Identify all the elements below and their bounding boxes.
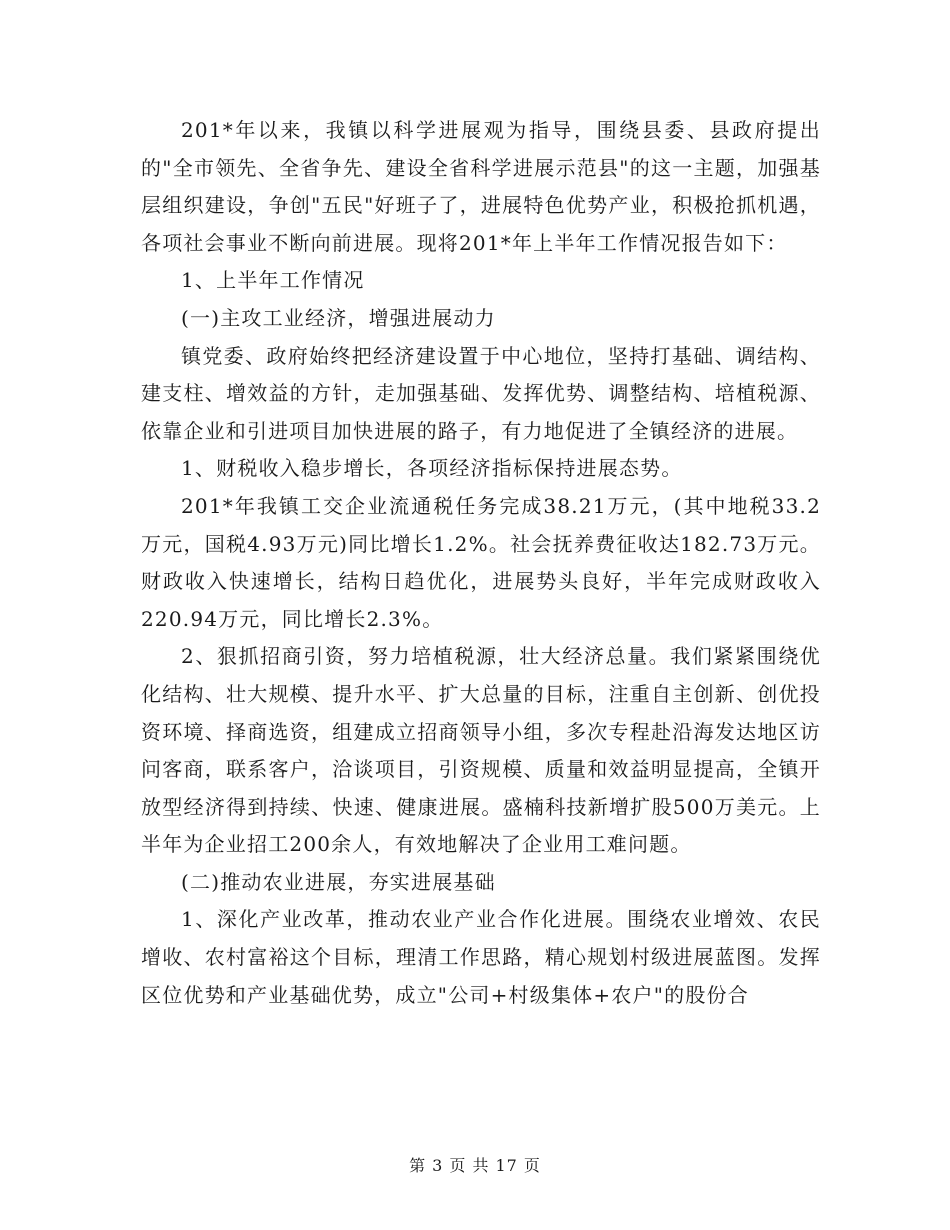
page-footer bbox=[0, 1153, 950, 1176]
paragraph-investment: 2、狠抓招商引资，努力培植税源，壮大经济总量。我们紧紧围绕优化结构、壮大规模、提升水平、扩大总量的目标，注重自主创新、创优投资环境、择商选资，组建成立招商领导小组，多次专程赴沿海发达地区访问客商，联系客户，洽谈项目，引资规模、质量和效益明显提高，全镇开放型经济得到持续、快速、健康进展。盛楠科技新增扩股500万美元。上半年为企业招工200余人，有效地解决了企业用工难问题。 bbox=[141, 644, 821, 857]
paragraph-tax-growth: 1、财税收入稳步增长，各项经济指标保持进展态势。 bbox=[181, 456, 683, 481]
heading-subsection-agriculture: (二)推动农业进展，夯实进展基础 bbox=[181, 869, 496, 894]
document-body bbox=[141, 112, 821, 1014]
footer-suffix: 页 bbox=[523, 1156, 541, 1175]
heading-section-1: 1、上半年工作情况 bbox=[181, 268, 365, 293]
paragraph-industry-policy: 镇党委、政府始终把经济建设置于中心地位，坚持打基础、调结构、建支柱、增效益的方针，走加强基础、发挥优势、调整结构、培植税源、依靠企业和引进项目加快进展的路子，有力地促进了全镇经济的进展。 bbox=[141, 343, 821, 443]
paragraph-intro: 201*年以来，我镇以科学进展观为指导，围绕县委、县政府提出的"全市领先、全省争先、建设全省科学进展示范县"的这一主题，加强基层组织建设，争创"五民"好班子了，进展特色优势产业，积极抢抓机遇，各项社会事业不断向前进展。现将201*年上半年工作情况报告如下： bbox=[141, 118, 821, 255]
paragraph-tax-figures: 201*年我镇工交企业流通税任务完成38.21万元，(其中地税33.2万元，国税4.93万元)同比增长1.2%。社会抚养费征收达182.73万元。财政收入快速增长，结构日趋优化，进展势头良好，半年完成财政收入220.94万元，同比增长2.3%。 bbox=[141, 493, 821, 631]
total-pages-number: 17 bbox=[495, 1156, 518, 1175]
paragraph-agriculture-reform: 1、深化产业改革，推动农业产业合作化进展。围绕农业增效、农民增收、农村富裕这个目标，理清工作思路，精心规划村级进展蓝图。发挥区位优势和产业基础优势，成立"公司+村级集体+农户"的股份合 bbox=[141, 907, 821, 1007]
footer-mid: 页 共 bbox=[449, 1156, 490, 1175]
footer-prefix: 第 bbox=[409, 1156, 427, 1175]
heading-subsection-industry: (一)主攻工业经济，增强进展动力 bbox=[181, 305, 496, 330]
current-page-number: 3 bbox=[432, 1156, 444, 1175]
